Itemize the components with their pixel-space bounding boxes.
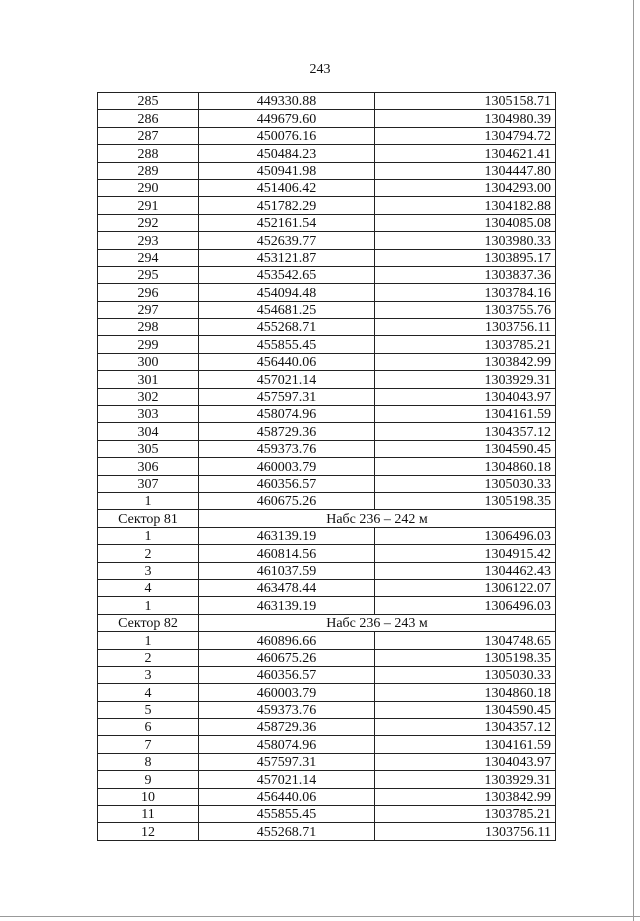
table-row bbox=[98, 527, 556, 544]
table-row bbox=[98, 179, 556, 196]
table-row bbox=[98, 266, 556, 283]
table-row bbox=[98, 336, 556, 353]
y-coordinate: 1304357.12 bbox=[375, 719, 556, 736]
point-number: 303 bbox=[98, 406, 199, 423]
y-coordinate: 1303895.17 bbox=[375, 249, 556, 266]
table-row bbox=[98, 406, 556, 423]
y-coordinate: 1304748.65 bbox=[375, 632, 556, 649]
table-row bbox=[98, 371, 556, 388]
y-coordinate: 1305198.35 bbox=[375, 649, 556, 666]
y-coordinate: 1303784.16 bbox=[375, 284, 556, 301]
sector-elevation: Набс 236 – 242 м bbox=[199, 510, 556, 527]
table-row bbox=[98, 353, 556, 370]
table-row bbox=[98, 649, 556, 666]
table-row bbox=[98, 423, 556, 440]
point-number: 12 bbox=[98, 823, 199, 840]
x-coordinate: 451406.42 bbox=[199, 179, 375, 196]
y-coordinate: 1304182.88 bbox=[375, 197, 556, 214]
point-number: 7 bbox=[98, 736, 199, 753]
point-number: 302 bbox=[98, 388, 199, 405]
table-row bbox=[98, 145, 556, 162]
x-coordinate: 460003.79 bbox=[199, 684, 375, 701]
y-coordinate: 1303929.31 bbox=[375, 371, 556, 388]
table-row bbox=[98, 579, 556, 596]
table-row bbox=[98, 127, 556, 144]
y-coordinate: 1304462.43 bbox=[375, 562, 556, 579]
y-coordinate: 1305030.33 bbox=[375, 666, 556, 683]
table-row bbox=[98, 214, 556, 231]
x-coordinate: 457021.14 bbox=[199, 771, 375, 788]
x-coordinate: 460675.26 bbox=[199, 649, 375, 666]
point-number: 305 bbox=[98, 440, 199, 457]
x-coordinate: 460814.56 bbox=[199, 545, 375, 562]
sector-elevation: Набс 236 – 243 м bbox=[199, 614, 556, 631]
point-number: 2 bbox=[98, 649, 199, 666]
y-coordinate: 1304590.45 bbox=[375, 440, 556, 457]
y-coordinate: 1304447.80 bbox=[375, 162, 556, 179]
x-coordinate: 450484.23 bbox=[199, 145, 375, 162]
table-row bbox=[98, 806, 556, 823]
y-coordinate: 1305198.35 bbox=[375, 492, 556, 509]
point-number: 5 bbox=[98, 701, 199, 718]
point-number: 1 bbox=[98, 492, 199, 509]
point-number: 4 bbox=[98, 684, 199, 701]
x-coordinate: 463139.19 bbox=[199, 597, 375, 614]
scan-edge-bottom bbox=[0, 916, 640, 917]
table-row bbox=[98, 788, 556, 805]
point-number: 10 bbox=[98, 788, 199, 805]
point-number: 8 bbox=[98, 753, 199, 770]
point-number: 287 bbox=[98, 127, 199, 144]
y-coordinate: 1303837.36 bbox=[375, 266, 556, 283]
x-coordinate: 454681.25 bbox=[199, 301, 375, 318]
table-row bbox=[98, 93, 556, 110]
table-row bbox=[98, 701, 556, 718]
sector-label: Сектор 82 bbox=[98, 614, 199, 631]
table-row bbox=[98, 562, 556, 579]
y-coordinate: 1304860.18 bbox=[375, 458, 556, 475]
y-coordinate: 1304621.41 bbox=[375, 145, 556, 162]
y-coordinate: 1304915.42 bbox=[375, 545, 556, 562]
point-number: 2 bbox=[98, 545, 199, 562]
table-row bbox=[98, 545, 556, 562]
y-coordinate: 1303842.99 bbox=[375, 788, 556, 805]
table-row bbox=[98, 475, 556, 492]
table-row bbox=[98, 162, 556, 179]
table-row bbox=[98, 388, 556, 405]
table-row bbox=[98, 597, 556, 614]
y-coordinate: 1303785.21 bbox=[375, 806, 556, 823]
point-number: 285 bbox=[98, 93, 199, 110]
x-coordinate: 460675.26 bbox=[199, 492, 375, 509]
y-coordinate: 1305158.71 bbox=[375, 93, 556, 110]
table-row bbox=[98, 736, 556, 753]
point-number: 304 bbox=[98, 423, 199, 440]
sector-header-row bbox=[98, 510, 556, 527]
table-row bbox=[98, 301, 556, 318]
sector-label: Сектор 81 bbox=[98, 510, 199, 527]
y-coordinate: 1303755.76 bbox=[375, 301, 556, 318]
x-coordinate: 460356.57 bbox=[199, 475, 375, 492]
point-number: 298 bbox=[98, 319, 199, 336]
y-coordinate: 1303980.33 bbox=[375, 232, 556, 249]
table-row bbox=[98, 666, 556, 683]
point-number: 290 bbox=[98, 179, 199, 196]
x-coordinate: 454094.48 bbox=[199, 284, 375, 301]
y-coordinate: 1306496.03 bbox=[375, 527, 556, 544]
point-number: 1 bbox=[98, 597, 199, 614]
point-number: 301 bbox=[98, 371, 199, 388]
y-coordinate: 1305030.33 bbox=[375, 475, 556, 492]
y-coordinate: 1304590.45 bbox=[375, 701, 556, 718]
table-row bbox=[98, 823, 556, 840]
x-coordinate: 459373.76 bbox=[199, 701, 375, 718]
x-coordinate: 461037.59 bbox=[199, 562, 375, 579]
x-coordinate: 463478.44 bbox=[199, 579, 375, 596]
table-row bbox=[98, 232, 556, 249]
y-coordinate: 1304357.12 bbox=[375, 423, 556, 440]
x-coordinate: 456440.06 bbox=[199, 353, 375, 370]
table-row bbox=[98, 197, 556, 214]
point-number: 3 bbox=[98, 666, 199, 683]
table-row bbox=[98, 719, 556, 736]
y-coordinate: 1306122.07 bbox=[375, 579, 556, 596]
table-row bbox=[98, 249, 556, 266]
table-row bbox=[98, 110, 556, 127]
x-coordinate: 452639.77 bbox=[199, 232, 375, 249]
x-coordinate: 452161.54 bbox=[199, 214, 375, 231]
point-number: 4 bbox=[98, 579, 199, 596]
sector-header-row bbox=[98, 614, 556, 631]
x-coordinate: 460356.57 bbox=[199, 666, 375, 683]
y-coordinate: 1304161.59 bbox=[375, 736, 556, 753]
point-number: 288 bbox=[98, 145, 199, 162]
x-coordinate: 460003.79 bbox=[199, 458, 375, 475]
table-row bbox=[98, 684, 556, 701]
point-number: 296 bbox=[98, 284, 199, 301]
y-coordinate: 1304794.72 bbox=[375, 127, 556, 144]
point-number: 306 bbox=[98, 458, 199, 475]
x-coordinate: 455268.71 bbox=[199, 823, 375, 840]
table-row bbox=[98, 632, 556, 649]
x-coordinate: 455855.45 bbox=[199, 806, 375, 823]
table-row bbox=[98, 458, 556, 475]
coordinates-table-body bbox=[98, 93, 556, 841]
x-coordinate: 457597.31 bbox=[199, 388, 375, 405]
table-row bbox=[98, 771, 556, 788]
point-number: 295 bbox=[98, 266, 199, 283]
y-coordinate: 1306496.03 bbox=[375, 597, 556, 614]
y-coordinate: 1304085.08 bbox=[375, 214, 556, 231]
y-coordinate: 1303756.11 bbox=[375, 319, 556, 336]
point-number: 297 bbox=[98, 301, 199, 318]
point-number: 289 bbox=[98, 162, 199, 179]
x-coordinate: 458074.96 bbox=[199, 406, 375, 423]
y-coordinate: 1304161.59 bbox=[375, 406, 556, 423]
y-coordinate: 1304293.00 bbox=[375, 179, 556, 196]
coordinates-table bbox=[97, 92, 556, 841]
x-coordinate: 450076.16 bbox=[199, 127, 375, 144]
y-coordinate: 1304043.97 bbox=[375, 753, 556, 770]
point-number: 11 bbox=[98, 806, 199, 823]
x-coordinate: 458074.96 bbox=[199, 736, 375, 753]
x-coordinate: 458729.36 bbox=[199, 719, 375, 736]
y-coordinate: 1303756.11 bbox=[375, 823, 556, 840]
point-number: 9 bbox=[98, 771, 199, 788]
scan-edge-right bbox=[633, 0, 634, 921]
point-number: 1 bbox=[98, 527, 199, 544]
x-coordinate: 449330.88 bbox=[199, 93, 375, 110]
x-coordinate: 455855.45 bbox=[199, 336, 375, 353]
point-number: 294 bbox=[98, 249, 199, 266]
x-coordinate: 450941.98 bbox=[199, 162, 375, 179]
x-coordinate: 463139.19 bbox=[199, 527, 375, 544]
x-coordinate: 453121.87 bbox=[199, 249, 375, 266]
x-coordinate: 449679.60 bbox=[199, 110, 375, 127]
y-coordinate: 1303929.31 bbox=[375, 771, 556, 788]
table-row bbox=[98, 753, 556, 770]
table-row bbox=[98, 440, 556, 457]
point-number: 299 bbox=[98, 336, 199, 353]
y-coordinate: 1303785.21 bbox=[375, 336, 556, 353]
point-number: 292 bbox=[98, 214, 199, 231]
x-coordinate: 453542.65 bbox=[199, 266, 375, 283]
x-coordinate: 458729.36 bbox=[199, 423, 375, 440]
y-coordinate: 1304860.18 bbox=[375, 684, 556, 701]
point-number: 307 bbox=[98, 475, 199, 492]
point-number: 3 bbox=[98, 562, 199, 579]
x-coordinate: 459373.76 bbox=[199, 440, 375, 457]
point-number: 291 bbox=[98, 197, 199, 214]
point-number: 300 bbox=[98, 353, 199, 370]
table-row bbox=[98, 284, 556, 301]
point-number: 6 bbox=[98, 719, 199, 736]
point-number: 1 bbox=[98, 632, 199, 649]
x-coordinate: 456440.06 bbox=[199, 788, 375, 805]
x-coordinate: 451782.29 bbox=[199, 197, 375, 214]
point-number: 293 bbox=[98, 232, 199, 249]
x-coordinate: 457597.31 bbox=[199, 753, 375, 770]
x-coordinate: 455268.71 bbox=[199, 319, 375, 336]
x-coordinate: 457021.14 bbox=[199, 371, 375, 388]
y-coordinate: 1303842.99 bbox=[375, 353, 556, 370]
point-number: 286 bbox=[98, 110, 199, 127]
page-number: 243 bbox=[309, 62, 331, 77]
table-row bbox=[98, 492, 556, 509]
table-row bbox=[98, 319, 556, 336]
x-coordinate: 460896.66 bbox=[199, 632, 375, 649]
y-coordinate: 1304043.97 bbox=[375, 388, 556, 405]
y-coordinate: 1304980.39 bbox=[375, 110, 556, 127]
